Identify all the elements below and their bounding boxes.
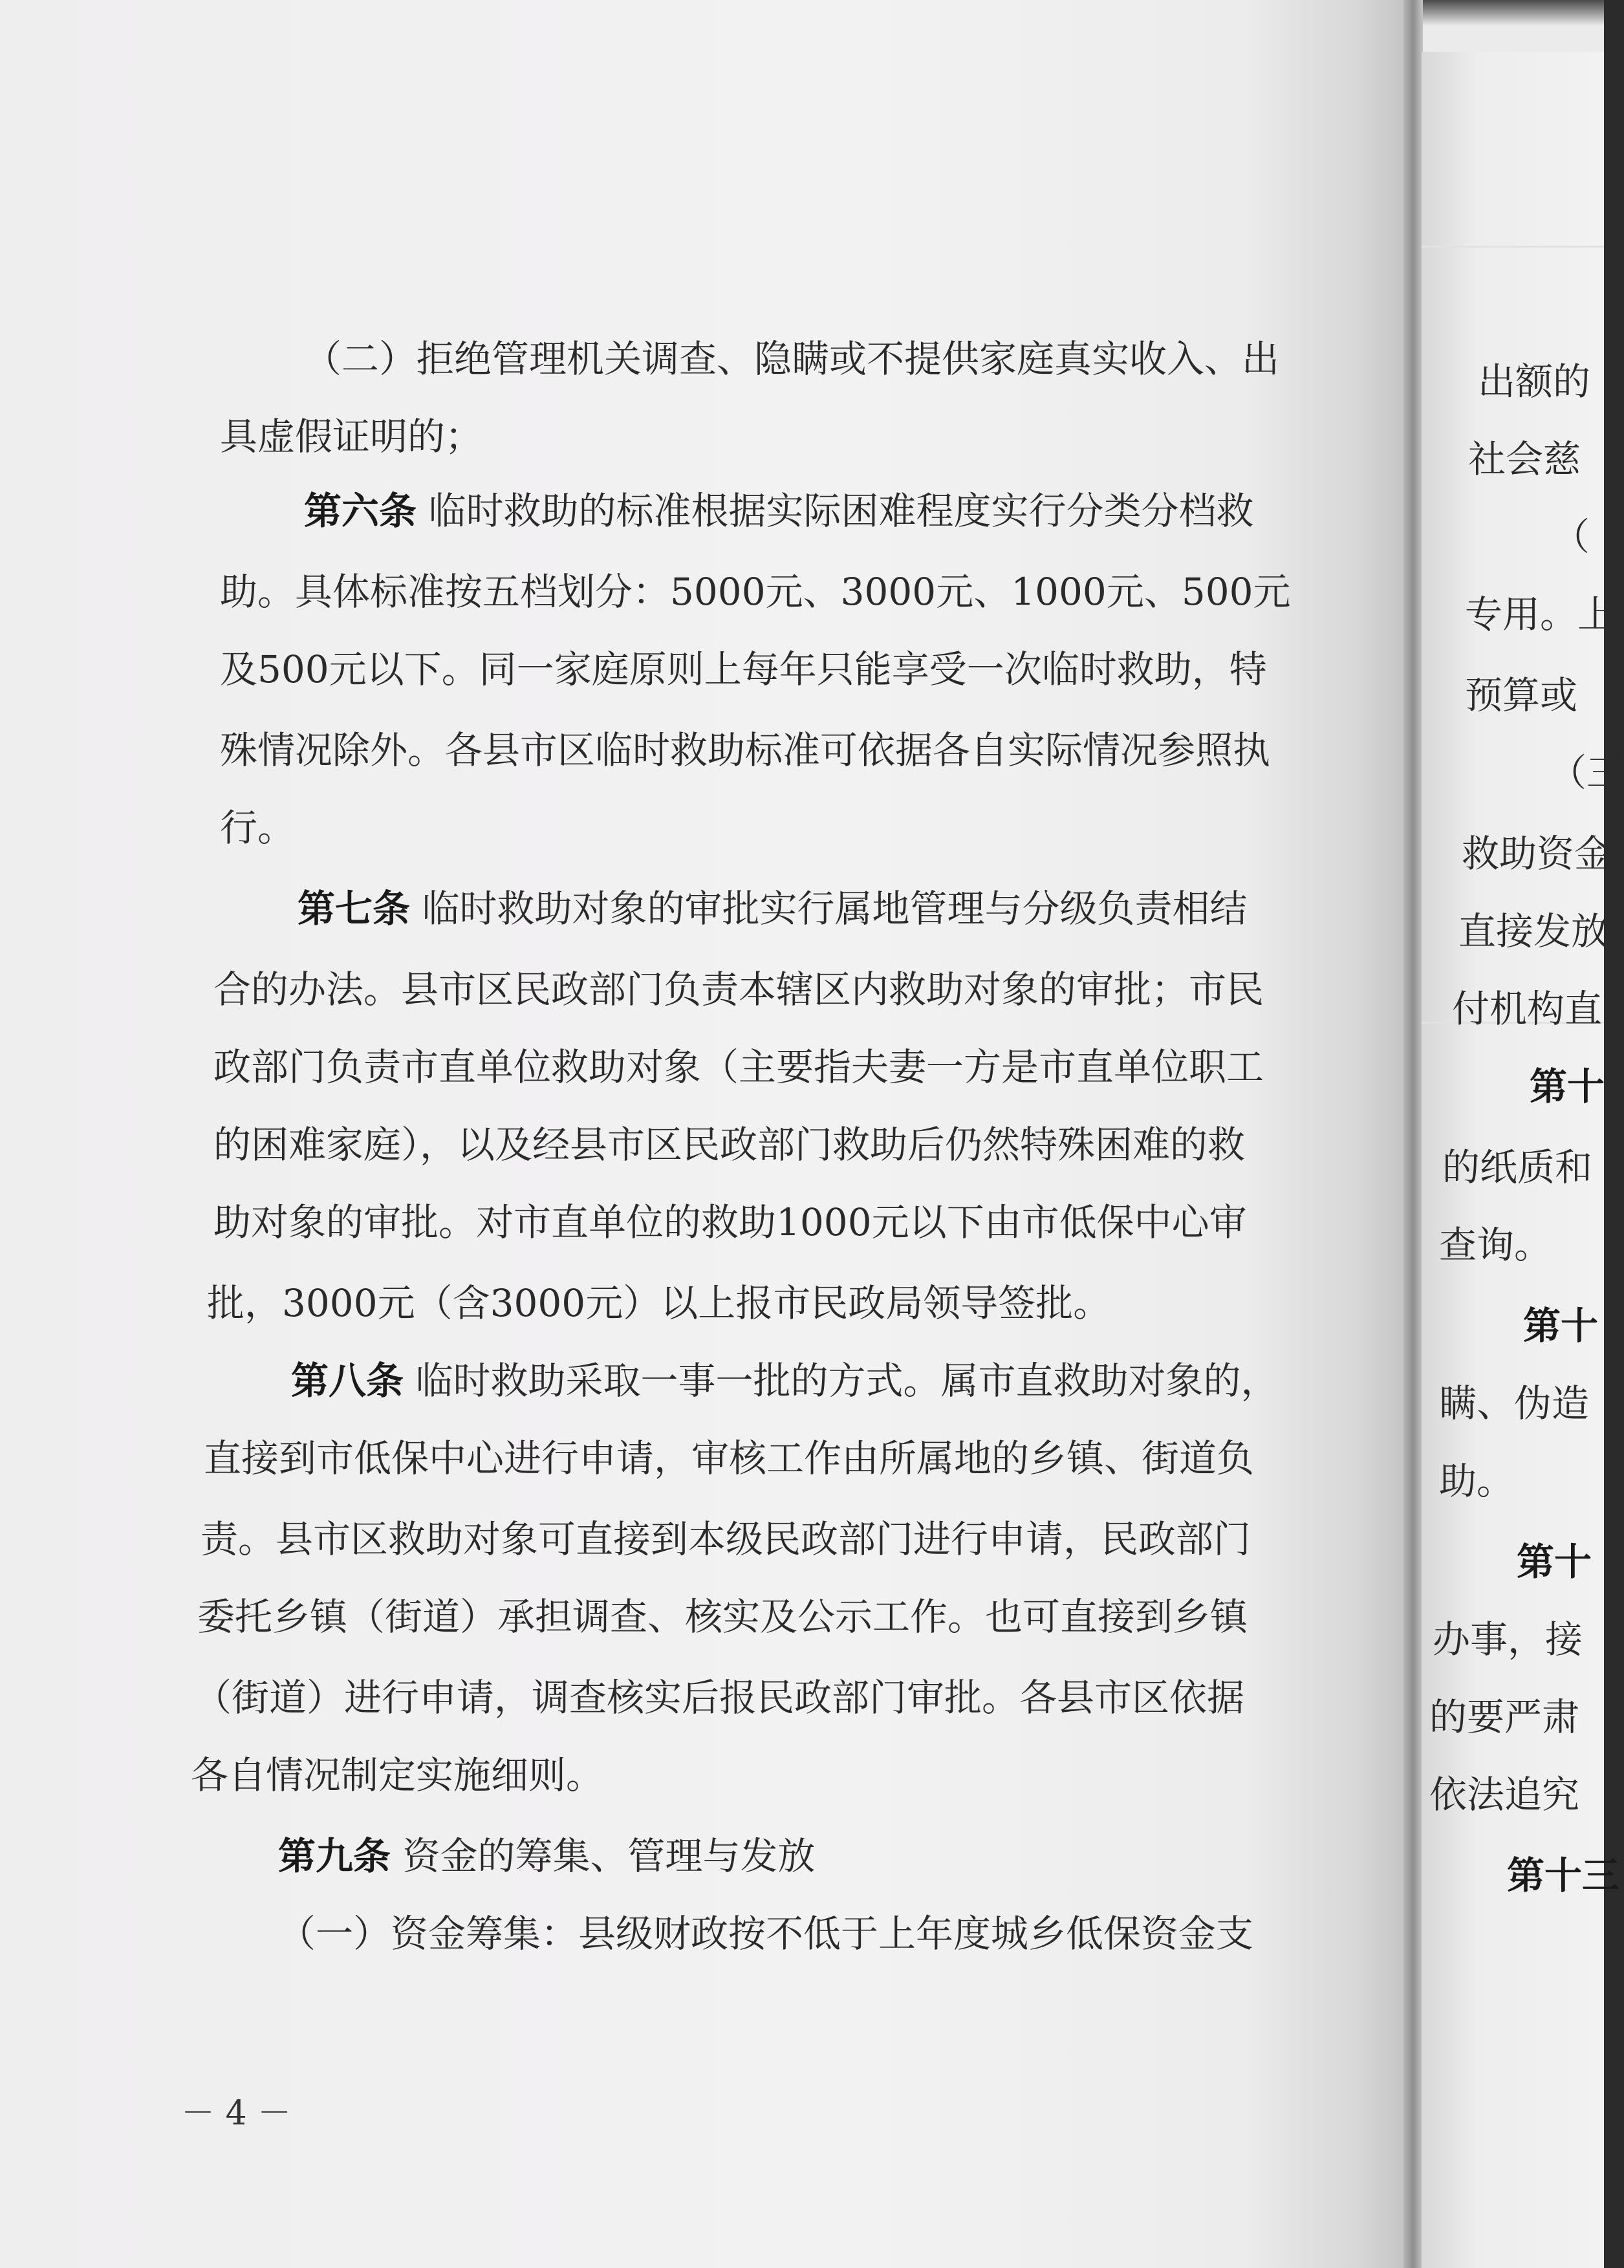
page-number: － 4 － — [181, 2094, 292, 2133]
text-line: 直接到市低保中心进行申请，审核工作由所属地的乡镇、街道负 — [204, 1436, 1255, 1480]
text-line: 政部门负责市直单位救助对象（主要指夫妻一方是市直单位职工 — [213, 1045, 1264, 1089]
text-line: 付机构直 — [1452, 987, 1603, 1031]
article-heading-line: 第六条 临时救助的标准根据实际困难程度实行分类分档救 — [304, 489, 1254, 533]
text-line: 殊情况除外。各县市区临时救助标准可依据各自实际情况参照执 — [220, 728, 1271, 772]
book-gutter — [1403, 0, 1423, 2268]
text-line: 查询。 — [1439, 1223, 1552, 1267]
text-line: 专用。上 — [1465, 592, 1616, 636]
text-line: 救助资金 — [1462, 832, 1612, 876]
text-line: 助。具体标准按五档划分：5000元、3000元、1000元、500元 — [220, 570, 1291, 614]
article-heading-line: 第八条 临时救助采取一事一批的方式。属市直救助对象的， — [291, 1359, 1279, 1403]
text-line: 瞒、伪造 — [1439, 1381, 1590, 1425]
text-line: 直接发放 — [1458, 909, 1609, 953]
text-line: 的纸质和 — [1442, 1145, 1593, 1189]
text-line: 各自情况制定实施细则。 — [191, 1753, 604, 1797]
text-line: 预算或 — [1465, 673, 1578, 717]
article-heading-line: 第十 — [1517, 1540, 1592, 1584]
text-line: （ — [1552, 515, 1590, 559]
article-heading-line: 第十 — [1523, 1304, 1599, 1348]
text-line: 批，3000元（含3000元）以上报市民政局领导签批。 — [207, 1281, 1111, 1325]
article-heading-line: 第七条 临时救助对象的审批实行属地管理与分级负责相结 — [298, 887, 1248, 931]
text-line: 依法追究 — [1429, 1773, 1580, 1817]
text-line: （二）拒绝管理机关调查、隐瞒或不提供家庭真实收入、出 — [304, 337, 1280, 381]
text-line: 的要严肃 — [1429, 1695, 1580, 1739]
text-line: 委托乡镇（街道）承担调查、核实及公示工作。也可直接到乡镇 — [197, 1595, 1248, 1639]
text-line: 助。 — [1439, 1459, 1515, 1503]
text-line: 合的办法。县市区民政部门负责本辖区内救助对象的审批；市民 — [213, 967, 1264, 1011]
text-line: （一）资金筹集：县级财政按不低于上年度城乡低保资金支 — [278, 1912, 1254, 1956]
text-line: 的困难家庭），以及经县市区民政部门救助后仍然特殊困难的救 — [213, 1123, 1246, 1167]
text-line: 具虚假证明的； — [220, 415, 483, 459]
text-line: 助对象的审批。对市直单位的救助1000元以下由市低保中心审 — [213, 1200, 1247, 1244]
text-line: （三 — [1549, 751, 1624, 795]
article-heading-line: 第十 — [1530, 1064, 1605, 1108]
article-heading-line: 第九条 资金的筹集、管理与发放 — [278, 1834, 816, 1878]
text-line: （街道）进行申请，调查核实后报民政部门审批。各县市区依据 — [194, 1676, 1245, 1720]
article-heading-line: 第十三 — [1507, 1853, 1620, 1897]
text-line: 出额的 — [1478, 360, 1591, 404]
text-line: 行。 — [220, 806, 296, 850]
text-line: 责。县市区救助对象可直接到本级民政部门进行申请，民政部门 — [200, 1517, 1251, 1561]
text-line: 办事，接 — [1433, 1617, 1583, 1661]
text-line: 及500元以下。同一家庭原则上每年只能享受一次临时救助，特 — [220, 647, 1267, 691]
text-line: 社会慈 — [1468, 437, 1581, 481]
bleed-through-mark — [1422, 246, 1604, 248]
